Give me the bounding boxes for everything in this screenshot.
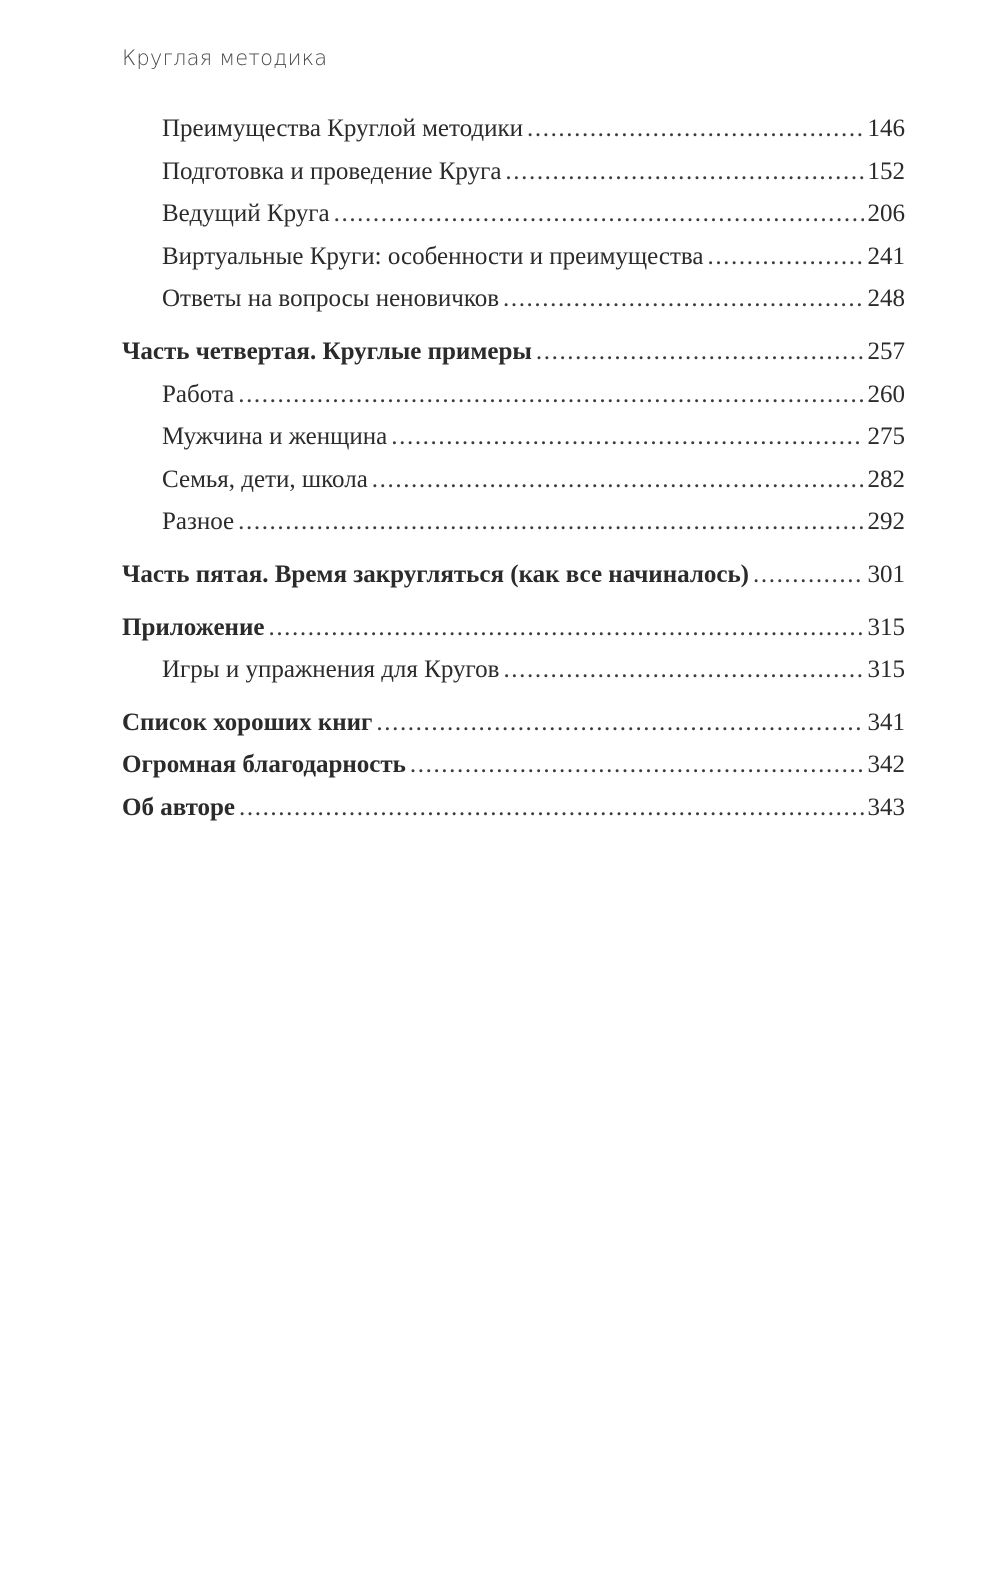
dot-leader — [372, 459, 864, 502]
toc-entry-page: 206 — [867, 200, 905, 228]
toc-entry-title: Часть пятая. Время закругляться (как все начиналось) — [122, 560, 750, 588]
toc-entry — [122, 193, 905, 236]
dot-leader — [753, 554, 863, 597]
toc-entry-page: 282 — [867, 465, 905, 493]
toc-entry-page: 260 — [867, 380, 905, 408]
toc-entry-page: 146 — [867, 115, 905, 142]
toc-entry-title: Разное — [162, 508, 235, 536]
toc-entry — [122, 278, 905, 321]
toc-entry-page: 342 — [867, 751, 905, 779]
toc-section-part-four — [122, 331, 905, 374]
toc-entry-page: 315 — [867, 656, 905, 684]
dot-leader — [391, 416, 863, 459]
toc-section-reading-list — [122, 702, 905, 745]
toc-entry-page: 301 — [867, 560, 905, 588]
toc-entry-page: 152 — [867, 157, 905, 185]
toc-entry — [122, 649, 905, 692]
toc-entry-page: 341 — [867, 708, 905, 736]
toc-entry-title: Виртуальные Круги: особенности и преимущества — [162, 242, 704, 270]
toc-entry — [122, 501, 905, 544]
toc-entry-page: 241 — [867, 242, 905, 270]
toc-entry — [122, 459, 905, 502]
dot-leader — [376, 702, 863, 745]
table-of-contents — [122, 108, 905, 830]
toc-entry-title: Часть четвертая. Круглые примеры — [122, 337, 532, 365]
toc-entry-page: 343 — [867, 793, 905, 821]
toc-entry — [122, 151, 905, 194]
toc-entry-title: Подготовка и проведение Круга — [162, 157, 502, 185]
toc-entry-page: 257 — [867, 337, 905, 365]
toc-entry-title: Работа — [162, 380, 235, 408]
toc-section-acknowledgements — [122, 744, 905, 787]
dot-leader — [536, 331, 864, 374]
dot-leader — [239, 787, 863, 830]
toc-entry-title: Об авторе — [122, 793, 236, 821]
toc-entry-page: 315 — [867, 613, 905, 641]
toc-entry-title: Ведущий Круга — [162, 200, 330, 228]
running-header: Круглая методика — [122, 46, 328, 70]
dot-leader — [527, 108, 863, 151]
dot-leader — [238, 374, 863, 417]
toc-entry-title: Игры и упражнения для Кругов — [162, 656, 500, 684]
dot-leader — [503, 278, 864, 321]
toc-entry-page: 248 — [867, 285, 905, 313]
toc-entry-title: Семья, дети, школа — [162, 465, 368, 493]
dot-leader — [707, 236, 863, 279]
toc-section-appendix — [122, 607, 905, 650]
toc-entry — [122, 374, 905, 417]
toc-entry-page: 292 — [867, 508, 905, 536]
dot-leader — [410, 744, 864, 787]
dot-leader — [268, 607, 863, 650]
toc-entry — [122, 416, 905, 459]
toc-entry-title: Список хороших книг — [122, 708, 373, 736]
toc-entry-page: 275 — [867, 423, 905, 451]
toc-entry-title: Огромная благодарность — [122, 751, 406, 779]
toc-entry — [122, 236, 905, 279]
toc-entry-title: Мужчина и женщина — [162, 423, 388, 451]
dot-leader — [505, 151, 863, 194]
toc-section-about-author — [122, 787, 905, 830]
toc-entry — [122, 108, 905, 151]
dot-leader — [238, 501, 863, 544]
toc-entry-title: Ответы на вопросы неновичков — [162, 285, 499, 313]
dot-leader — [503, 649, 863, 692]
dot-leader — [334, 193, 864, 236]
toc-entry-title: Преимущества Круглой методики — [162, 115, 524, 142]
toc-section-part-five — [122, 554, 905, 597]
toc-entry-title: Приложение — [122, 613, 265, 641]
